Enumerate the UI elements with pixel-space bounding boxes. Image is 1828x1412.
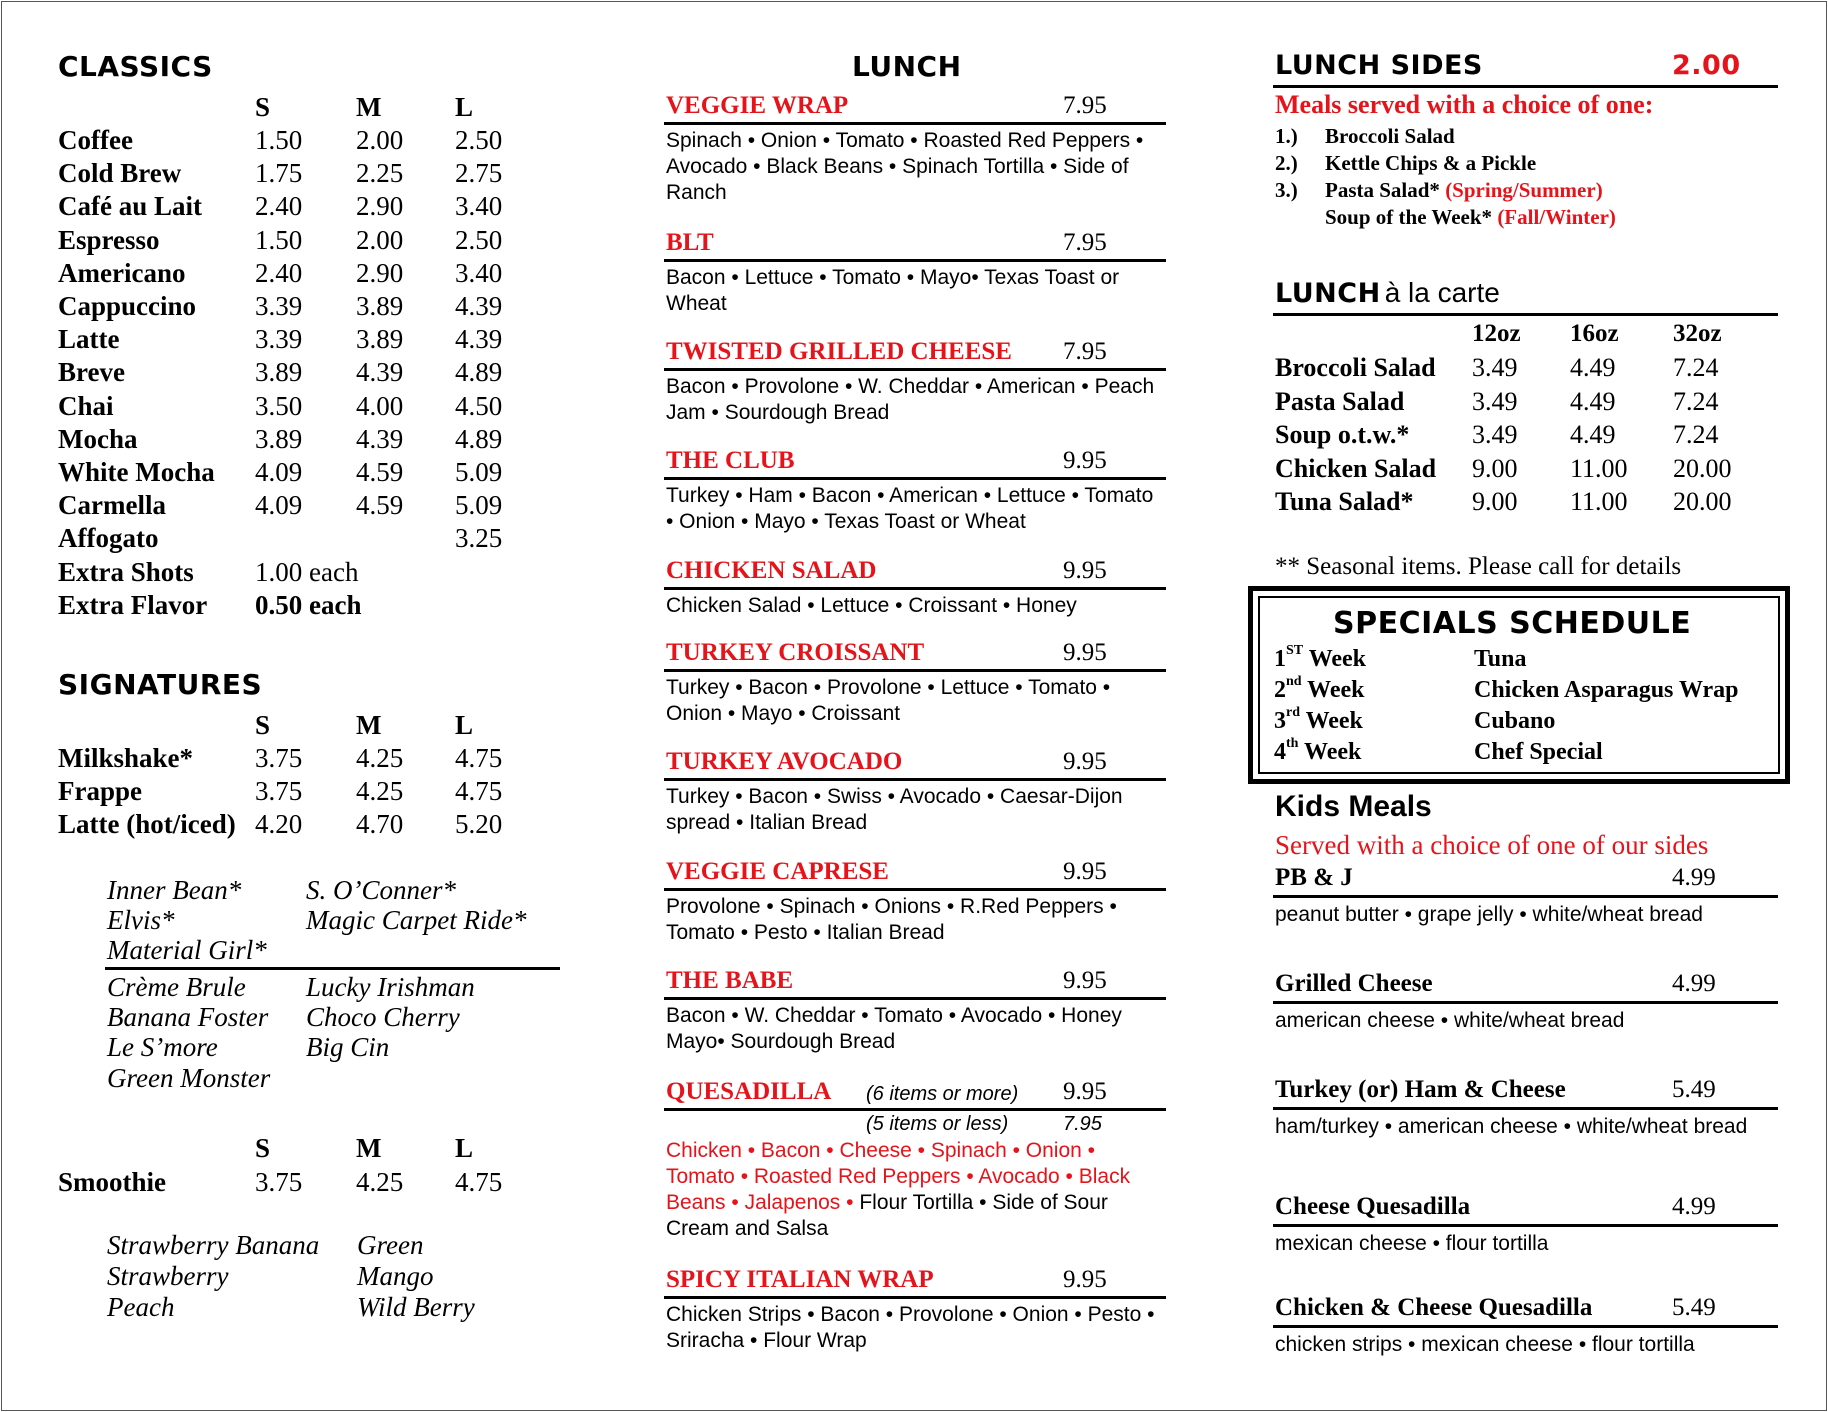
size-m-label: M (356, 92, 382, 122)
classics-item-name: Cold Brew (58, 158, 182, 189)
classics-item-name: Café au Lait (58, 191, 202, 222)
classics-price-m: 2.00 (356, 224, 404, 255)
flavor-big-cin: Big Cin (306, 1032, 390, 1062)
signature-price-l: 5.20 (455, 809, 503, 839)
classics-price-s: 2.40 (255, 257, 303, 288)
classics-price-s: 4.09 (255, 490, 303, 521)
lunch-item-price: 9.95 (1063, 748, 1107, 775)
lunch-item-price: 7.95 (1063, 338, 1107, 365)
lunch-item-note-2: (5 items or less) (866, 1113, 1009, 1135)
side-option (1325, 178, 1603, 203)
classics-price-s: 3.39 (255, 324, 303, 355)
kids-item-description: american cheese • white/wheat bread (1275, 1009, 1625, 1032)
side-option-number: 1.) (1275, 124, 1298, 148)
lunch-item-price: 9.95 (1063, 557, 1107, 584)
sig-size-m-label: M (356, 710, 382, 740)
lunch-item-description: Bacon • Lettuce • Tomato • Mayo• Texas Toast or Wheat (666, 266, 1120, 315)
classics-price-l: 4.50 (455, 390, 503, 421)
side-option-number: 3.) (1275, 178, 1298, 202)
classics-price-s: 1.75 (255, 158, 303, 189)
kids-item-title: Grilled Cheese (1275, 970, 1433, 997)
lunch-item-description: Bacon • Provolone • W. Cheddar • American • Peach Jam • Sourdough Bread (666, 375, 1155, 424)
signature-price-s: 3.75 (255, 776, 303, 806)
smoothie-price-s: 3.75 (255, 1167, 303, 1197)
week-ordinal: rd (1286, 705, 1300, 720)
flavor-elvis: Elvis* (107, 905, 175, 935)
kids-item-description: mexican cheese • flour tortilla (1275, 1232, 1549, 1255)
week-word: Week (1303, 646, 1367, 672)
lunch-item-description: Provolone • Spinach • Onions • R.Red Peppers • Tomato • Pesto • Italian Bread (666, 895, 1117, 944)
classics-item-name: Breve (58, 357, 125, 388)
ala-carte-size-32oz: 32oz (1673, 320, 1722, 347)
ala-carte-price-32oz: 20.00 (1673, 487, 1732, 516)
lunch-sides-price: 2.00 (1672, 50, 1741, 81)
flavor-material-girl: Material Girl* (107, 935, 267, 965)
specials-week-label (1274, 705, 1363, 735)
ala-carte-price-32oz: 7.24 (1673, 353, 1719, 382)
specials-week-label (1274, 674, 1365, 704)
flavor-creme-brule: Crème Brule (107, 972, 246, 1002)
classics-price-m: 4.00 (356, 390, 404, 421)
lunch-item-description-rest: Flour Tortilla • Side of Sour Cream and Salsa (666, 1191, 1108, 1240)
classics-price-l: 4.89 (455, 357, 503, 388)
ala-carte-price-32oz: 7.24 (1673, 386, 1719, 416)
kids-item-price: 5.49 (1672, 1294, 1716, 1321)
week-word: Week (1300, 708, 1363, 734)
lunch-item-note: (6 items or more) (866, 1083, 1019, 1105)
lunch-item-price: 9.95 (1063, 1266, 1107, 1293)
lunch-item-rule (664, 1108, 1166, 1111)
kids-item-description: peanut butter • grape jelly • white/wheat bread (1275, 903, 1703, 926)
lunch-item-price-2: 7.95 (1063, 1113, 1102, 1135)
classics-price-s: 3.39 (255, 291, 303, 321)
kids-item-price: 5.49 (1672, 1076, 1716, 1103)
ala-carte-price-32oz: 20.00 (1673, 453, 1732, 483)
specials-week-item: Chef Special (1474, 739, 1603, 765)
kids-item-price: 4.99 (1672, 864, 1716, 891)
signature-price-l: 4.75 (455, 776, 503, 806)
extra-shots-price: 1.00 each (255, 557, 359, 587)
signatures-heading: SIGNATURES (58, 668, 263, 701)
side-option-text: Soup of the Week* (1325, 205, 1493, 229)
classics-price-m: 4.59 (356, 457, 404, 487)
specials-week-item: Tuna (1474, 646, 1527, 672)
signature-price-m: 4.25 (356, 776, 404, 806)
ala-carte-price-12oz: 9.00 (1472, 487, 1518, 516)
ala-carte-price-16oz: 4.49 (1570, 420, 1616, 449)
ala-carte-price-12oz: 9.00 (1472, 453, 1518, 483)
lunch-item-rule (664, 587, 1166, 590)
kids-subtitle: Served with a choice of one of our sides (1275, 830, 1709, 860)
side-option-season: (Spring/Summer) (1439, 178, 1603, 202)
classics-item-name: Cappuccino (58, 291, 197, 321)
classics-price-l: 3.25 (455, 523, 503, 554)
lunch-item-title: TURKEY AVOCADO (666, 748, 903, 775)
lunch-item-description: Chicken Strips • Bacon • Provolone • Onion • Pesto • Sriracha • Flour Wrap (666, 1303, 1155, 1352)
classics-price-s: 4.09 (255, 457, 303, 487)
lunch-item-title: THE CLUB (666, 447, 795, 474)
ala-carte-item-name: Tuna Salad* (1275, 487, 1414, 516)
classics-item-name: Chai (58, 390, 114, 421)
kids-item-title: PB & J (1275, 864, 1353, 891)
lunch-item-price: 7.95 (1063, 92, 1107, 119)
classics-price-m: 4.39 (356, 357, 404, 388)
ala-carte-item-name: Soup o.t.w.* (1275, 420, 1410, 449)
classics-price-m: 3.89 (356, 291, 404, 321)
ala-carte-price-16oz: 11.00 (1570, 453, 1628, 483)
classics-price-l: 3.40 (455, 257, 503, 288)
flavor-choco-cherry: Choco Cherry (306, 1002, 460, 1032)
signature-price-s: 3.75 (255, 743, 303, 773)
classics-price-s: 1.50 (255, 125, 303, 155)
smoothie-flavor-mango: Mango (357, 1261, 434, 1291)
classics-price-l: 2.50 (455, 125, 503, 155)
ala-carte-price-16oz: 4.49 (1570, 353, 1616, 382)
lunch-item-price: 7.95 (1063, 229, 1107, 256)
specials-heading: SPECIALS SCHEDULE (1333, 606, 1692, 641)
kids-item-title: Chicken & Cheese Quesadilla (1275, 1294, 1593, 1321)
classics-item-name: Latte (58, 324, 120, 355)
ala-carte-heading-sub: à la carte (1384, 277, 1500, 308)
flavor-le-smore: Le S’more (107, 1032, 218, 1062)
lunch-item-price: 9.95 (1063, 858, 1107, 885)
classics-price-l: 5.09 (455, 457, 503, 487)
lunch-item-rule (664, 259, 1166, 262)
flavors-divider (105, 967, 560, 970)
lunch-item-rule (664, 122, 1166, 125)
flavor-s-oconner: S. O’Conner* (306, 875, 456, 905)
lunch-item-rule (664, 669, 1166, 672)
week-number: 3 (1274, 708, 1286, 734)
classics-price-m: 3.89 (356, 324, 404, 355)
classics-heading: CLASSICS (58, 50, 213, 83)
smoothie-price-m: 4.25 (356, 1167, 404, 1197)
ala-carte-price-16oz: 11.00 (1570, 487, 1628, 516)
smoothie-flavor-strawberry: Strawberry (107, 1261, 229, 1291)
kids-item-price: 4.99 (1672, 970, 1716, 997)
kids-item-rule (1273, 895, 1778, 898)
classics-price-s: 3.89 (255, 423, 303, 454)
lunch-item-description: Bacon • W. Cheddar • Tomato • Avocado • Honey Mayo• Sourdough Bread (666, 1004, 1122, 1053)
classics-item-name: Espresso (58, 224, 160, 255)
kids-item-rule (1273, 1001, 1778, 1004)
flavor-green-monster: Green Monster (107, 1063, 271, 1093)
classics-price-m: 2.00 (356, 125, 404, 155)
signature-price-m: 4.25 (356, 743, 404, 773)
lunch-item-rule (664, 778, 1166, 781)
classics-item-name: Affogato (58, 523, 159, 554)
smoothie-size-m-label: M (356, 1133, 382, 1163)
specials-week-item: Chicken Asparagus Wrap (1474, 677, 1739, 703)
ala-carte-heading (1275, 277, 1500, 309)
flavor-banana-foster: Banana Foster (107, 1002, 269, 1032)
extra-flavor-name: Extra Flavor (58, 590, 208, 620)
lunch-item-description: Chicken Salad • Lettuce • Croissant • Honey (666, 594, 1077, 617)
lunch-item-price: 9.95 (1063, 639, 1107, 666)
classics-price-l: 4.39 (455, 324, 503, 355)
smoothie-flavor-peach: Peach (107, 1292, 175, 1322)
classics-price-m: 4.39 (356, 423, 404, 454)
side-option (1325, 151, 1536, 176)
ala-carte-size-12oz: 12oz (1472, 320, 1521, 347)
seasonal-note: ** Seasonal items. Please call for details (1275, 553, 1682, 580)
lunch-item-title: QUESADILLA (666, 1078, 832, 1105)
classics-price-l: 4.39 (455, 291, 503, 321)
lunch-item-rule (664, 1296, 1166, 1299)
signature-price-l: 4.75 (455, 743, 503, 773)
kids-item-price: 4.99 (1672, 1193, 1716, 1220)
classics-item-name: Mocha (58, 423, 138, 454)
kids-item-rule (1273, 1107, 1778, 1110)
ala-carte-price-12oz: 3.49 (1472, 420, 1518, 449)
smoothie-name: Smoothie (58, 1167, 166, 1197)
flavor-lucky-irishman: Lucky Irishman (306, 972, 475, 1002)
lunch-item-title: SPICY ITALIAN WRAP (666, 1266, 934, 1293)
lunch-item-rule (664, 477, 1166, 480)
lunch-sides-heading: LUNCH SIDES (1275, 50, 1483, 81)
smoothie-size-s-label: S (255, 1133, 271, 1163)
ala-carte-price-16oz: 4.49 (1570, 386, 1616, 416)
ala-carte-item-name: Chicken Salad (1275, 453, 1437, 483)
lunch-item-title: VEGGIE WRAP (666, 92, 849, 119)
lunch-item-title: TWISTED GRILLED CHEESE (666, 338, 1012, 365)
signature-item-name: Latte (hot/iced) (58, 809, 236, 839)
ala-carte-item-name: Broccoli Salad (1275, 353, 1436, 382)
lunch-item-title: THE BABE (666, 967, 794, 994)
lunch-heading: LUNCH (852, 50, 962, 83)
classics-price-m: 4.59 (356, 490, 404, 521)
smoothie-size-l-label: L (455, 1133, 474, 1163)
smoothie-flavor-wild-berry: Wild Berry (357, 1292, 475, 1322)
flavor-inner-bean: Inner Bean* (107, 875, 242, 905)
side-option-text: Broccoli Salad (1325, 124, 1455, 148)
signature-item-name: Frappe (58, 776, 142, 806)
ala-carte-price-12oz: 3.49 (1472, 386, 1518, 416)
lunch-item-price: 9.95 (1063, 447, 1107, 474)
smoothie-flavor-green: Green (357, 1230, 424, 1260)
specials-week-label (1274, 643, 1367, 673)
lunch-item-description: Turkey • Ham • Bacon • American • Lettuce • Tomato • Onion • Mayo • Texas Toast or Wheat (666, 484, 1154, 533)
lunch-item-rule (664, 888, 1166, 891)
week-word: Week (1301, 677, 1365, 703)
side-option-season: (Fall/Winter) (1492, 205, 1616, 229)
classics-price-m: 2.25 (356, 158, 404, 189)
classics-price-l: 3.40 (455, 191, 503, 222)
side-option-text: Kettle Chips & a Pickle (1325, 151, 1537, 175)
week-ordinal: nd (1286, 674, 1302, 689)
kids-item-description: chicken strips • mexican cheese • flour tortilla (1275, 1333, 1695, 1356)
flavor-magic-carpet-ride: Magic Carpet Ride* (306, 905, 527, 935)
classics-price-l: 2.75 (455, 158, 503, 189)
classics-item-name: White Mocha (58, 457, 215, 487)
kids-item-rule (1273, 1224, 1778, 1227)
smoothie-flavor-strawberry-banana: Strawberry Banana (107, 1230, 320, 1260)
lunch-item-rule (664, 368, 1166, 371)
kids-item-rule (1273, 1325, 1778, 1328)
classics-item-name: Carmella (58, 490, 166, 521)
lunch-item-description: Turkey • Bacon • Provolone • Lettuce • Tomato • Onion • Mayo • Croissant (666, 676, 1111, 725)
week-number: 2 (1274, 677, 1286, 703)
week-ordinal: th (1286, 736, 1299, 751)
ala-carte-rule (1273, 313, 1778, 316)
classics-price-s: 3.89 (255, 357, 303, 388)
size-l-label: L (455, 92, 474, 122)
lunch-item-price: 9.95 (1063, 1078, 1107, 1105)
extra-shots-name: Extra Shots (58, 557, 194, 587)
kids-heading: Kids Meals (1275, 790, 1432, 823)
specials-week-label (1274, 736, 1362, 766)
specials-week-item: Cubano (1474, 708, 1556, 734)
lunch-item-title: BLT (666, 229, 714, 256)
week-number: 4 (1274, 739, 1286, 765)
week-number: 1 (1274, 646, 1286, 672)
side-option (1325, 124, 1455, 149)
classics-price-s: 3.50 (255, 390, 303, 421)
lunch-item-description-red: Chicken • Bacon • Cheese • Spinach • Onion • Tomato • Roasted Red Peppers • Avocado • Black Beans • Jalapenos • (666, 1139, 1131, 1214)
lunch-item-price: 9.95 (1063, 967, 1107, 994)
sig-size-s-label: S (255, 710, 271, 740)
sig-size-l-label: L (455, 710, 474, 740)
size-s-label: S (255, 92, 271, 122)
classics-item-name: Americano (58, 257, 186, 288)
lunch-item-description (666, 1138, 1164, 1242)
classics-price-l: 2.50 (455, 224, 503, 255)
classics-price-s: 1.50 (255, 224, 303, 255)
signature-price-s: 4.20 (255, 809, 303, 839)
extra-flavor-price: 0.50 each (255, 590, 362, 620)
ala-carte-item-name: Pasta Salad (1275, 386, 1405, 416)
ala-carte-price-32oz: 7.24 (1673, 420, 1719, 449)
lunch-item-description: Turkey • Bacon • Swiss • Avocado • Caesar-Dijon spread • Italian Bread (666, 785, 1123, 834)
lunch-sides-subtitle: Meals served with a choice of one: (1275, 90, 1654, 119)
week-ordinal: ST (1286, 643, 1304, 658)
kids-item-title: Turkey (or) Ham & Cheese (1275, 1076, 1566, 1103)
classics-item-name: Coffee (58, 125, 133, 155)
lunch-sides-rule (1273, 85, 1778, 88)
signature-item-name: Milkshake* (58, 743, 194, 773)
lunch-item-title: CHICKEN SALAD (666, 557, 877, 584)
classics-price-l: 4.89 (455, 423, 503, 454)
classics-price-s: 2.40 (255, 191, 303, 222)
lunch-item-description: Spinach • Onion • Tomato • Roasted Red Peppers • Avocado • Black Beans • Spinach Tortilla • Side of Ranch (666, 129, 1144, 204)
kids-item-description: ham/turkey • american cheese • white/wheat bread (1275, 1115, 1748, 1138)
kids-item-title: Cheese Quesadilla (1275, 1193, 1471, 1220)
classics-price-l: 5.09 (455, 490, 503, 521)
signature-price-m: 4.70 (356, 809, 404, 839)
lunch-item-rule (664, 997, 1166, 1000)
classics-price-m: 2.90 (356, 191, 404, 222)
ala-carte-heading-lunch: LUNCH (1275, 278, 1381, 309)
smoothie-price-l: 4.75 (455, 1167, 503, 1197)
lunch-item-title: TURKEY CROISSANT (666, 639, 925, 666)
ala-carte-size-16oz: 16oz (1570, 320, 1619, 347)
side-option (1325, 205, 1616, 230)
ala-carte-price-12oz: 3.49 (1472, 353, 1518, 382)
side-option-text: Pasta Salad* (1325, 178, 1440, 202)
lunch-item-title: VEGGIE CAPRESE (666, 858, 889, 885)
side-option-number: 2.) (1275, 151, 1298, 175)
week-word: Week (1298, 739, 1362, 765)
classics-price-m: 2.90 (356, 257, 404, 288)
